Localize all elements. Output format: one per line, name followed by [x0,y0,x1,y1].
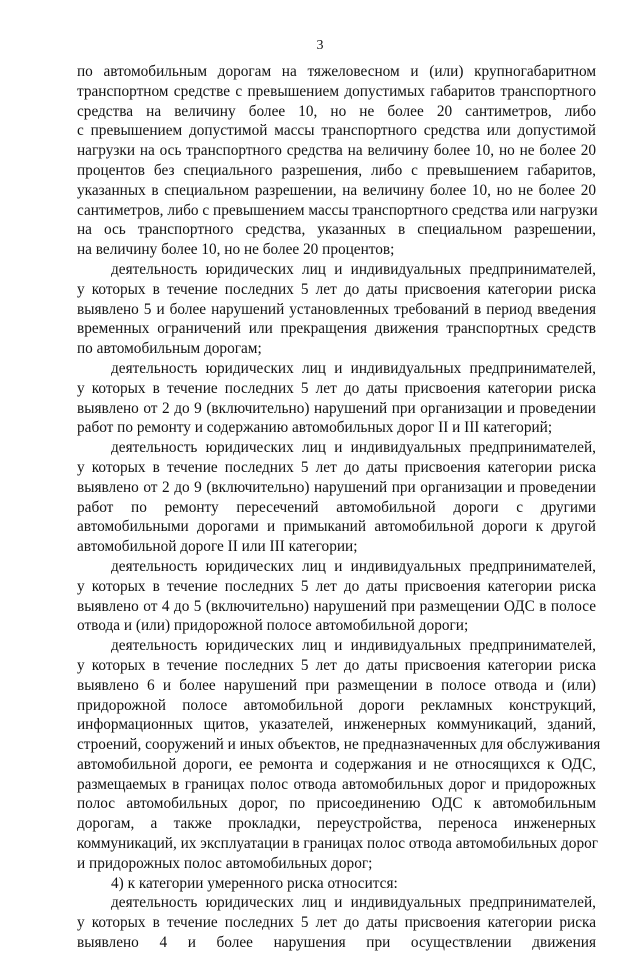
text-line: по автомобильным дорогам; [77,340,262,358]
text-line: отвода и (или) придорожной полосе автомобильной дороги; [77,617,469,635]
text-line: у которых в течение последних 5 лет до даты присвоения категории риска [77,379,596,397]
text-line: деятельность юридических лиц и индивидуальных предпринимателей, [111,557,596,575]
text-line: деятельность юридических лиц и индивидуальных предпринимателей, [111,260,596,278]
text-line: и придорожных полос автомобильных дорог; [77,854,373,872]
text-line: деятельность юридических лиц и индивидуальных предпринимателей, [111,894,596,912]
text-line: коммуникаций, их эксплуатации в границах полос отвода автомобильных дорог [77,835,599,853]
text-line: информационных щитов, указателей, инженерных коммуникаций, зданий, [77,716,596,734]
text-line: на величину более 10, но не более 20 процентов; [77,241,395,259]
text-line: выявлено 5 и более нарушений установленных требований в период введения [77,300,596,318]
text-line: дорогам, а также прокладки, переустройства, переноса инженерных [77,815,596,833]
text-line: у которых в течение последних 5 лет до даты присвоения категории риска [77,577,596,595]
text-line: на ось транспортного средства, указанных в специальном разрешении, [77,221,596,239]
text-line: деятельность юридических лиц и индивидуальных предпринимателей, [111,439,596,457]
text-line: с превышением допустимой массы транспортного средства или допустимой [77,122,596,140]
text-line: выявлено 6 и более нарушений при размещении в полосе отвода и (или) [77,676,596,694]
text-line: выявлено от 2 до 9 (включительно) нарушений при организации и проведении [77,399,596,417]
text-line: выявлено от 2 до 9 (включительно) нарушений при организации и проведении [77,478,596,496]
text-line: временных ограничений или прекращения движения транспортных средств [77,320,596,338]
text-line: транспортном средстве с превышением допустимых габаритов транспортного [77,82,596,100]
text-line: 4) к категории умеренного риска относится: [111,874,398,892]
text-line: выявлено от 4 до 5 (включительно) нарушений при размещении ОДС в полосе [77,597,596,615]
text-line: указанных в специальном разрешении, на величину более 10, но не более 20 [77,181,596,199]
text-line: выявлено 4 и более нарушения при осуществлении движения [77,934,596,952]
text-line: нагрузки на ось транспортного средства на величину более 10, но не более 20 [77,142,596,160]
text-line: процентов без специального разрешения, либо с превышением габаритов, [77,161,596,179]
text-line: деятельность юридических лиц и индивидуальных предпринимателей, [111,637,596,655]
text-line: у которых в течение последних 5 лет до даты присвоения категории риска [77,280,596,298]
text-line: работ по ремонту и содержанию автомобильных дорог II и III категорий; [77,419,553,437]
text-line: у которых в течение последних 5 лет до даты присвоения категории риска [77,458,596,476]
text-line: автомобильной дороги, ее ремонта и содержания и не относящихся к ОДС, [77,755,596,773]
text-line: автомобильными дорогами и примыканий автомобильной дороги к другой [77,518,596,536]
document-body [77,62,601,953]
text-line: работ по ремонту пересечений автомобильной дороги с другими [77,498,596,516]
text-line: придорожной полосе автомобильной дороги рекламных конструкций, [77,696,596,714]
text-line: размещаемых в границах полос отвода автомобильных дорог и придорожных [77,775,596,793]
text-line: деятельность юридических лиц и индивидуальных предпринимателей, [111,359,596,377]
text-line: у которых в течение последних 5 лет до даты присвоения категории риска [77,914,596,932]
text-line: строений, сооружений и иных объектов, не предназначенных для обслуживания [77,736,601,754]
text-line: по автомобильным дорогам на тяжеловесном и (или) крупногабаритном [77,63,596,80]
page-number: 3 [316,38,324,53]
text-line: средства на величину более 10, но не более 20 сантиметров, либо [77,102,596,120]
text-line: полос автомобильных дорог, по присоединению ОДС к автомобильным [77,795,596,813]
text-line: у которых в течение последних 5 лет до даты присвоения категории риска [77,656,596,674]
text-line: сантиметров, либо с превышением массы транспортного средства или нагрузки [77,201,598,219]
text-line: автомобильной дороге II или III категории; [77,538,358,556]
